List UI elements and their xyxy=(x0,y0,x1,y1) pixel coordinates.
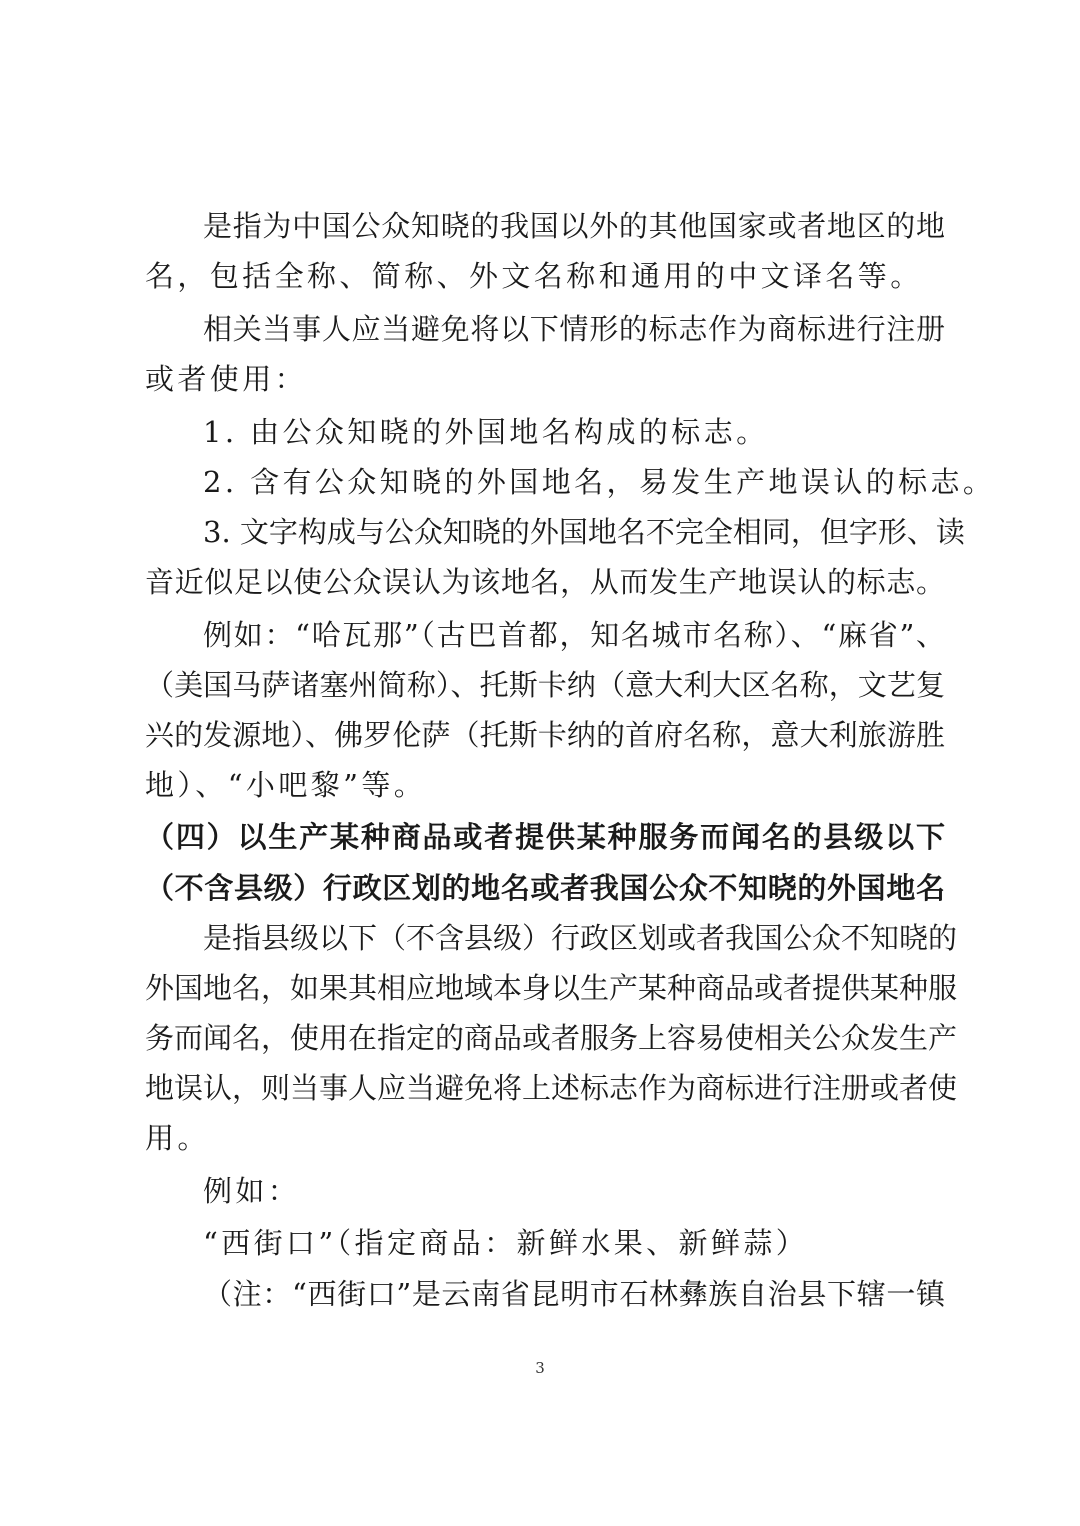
paragraph-line: 外国地名，如果其相应地域本身以生产某种商品或者提供某种服 xyxy=(145,971,958,1005)
paragraph-line: 兴的发源地）、佛罗伦萨（托斯卡纳的首府名称，意大利旅游胜 xyxy=(145,718,945,752)
paragraph-line: 是指为中国公众知晓的我国以外的其他国家或者地区的地 xyxy=(203,209,945,243)
section-heading: （四）以生产某种商品或者提供某种服务而闻名的县级以下 xyxy=(145,820,945,854)
example-line: “西街口”（指定商品：新鲜水果、新鲜蒜） xyxy=(203,1226,809,1260)
page-number: 3 xyxy=(535,1359,545,1377)
section-heading: （不含县级）行政区划的地名或者我国公众不知晓的外国地名 xyxy=(145,871,945,905)
paragraph-line: 例如： xyxy=(203,1174,301,1208)
paragraph-line: 用。 xyxy=(145,1121,210,1155)
note-line: （注：“西街口”是云南省昆明市石林彝族自治县下辖一镇 xyxy=(203,1277,945,1311)
paragraph-line: 地）、“小吧黎”等。 xyxy=(145,768,427,802)
paragraph-line: 相关当事人应当避免将以下情形的标志作为商标进行注册 xyxy=(203,312,945,346)
paragraph-line: 是指县级以下（不含县级）行政区划或者我国公众不知晓的 xyxy=(203,921,958,955)
paragraph-line: 或者使用： xyxy=(145,362,308,396)
paragraph-line: 音近似足以使公众误认为该地名，从而发生产地误认的标志。 xyxy=(145,565,945,599)
paragraph-line: 例如：“哈瓦那”（古巴首都，知名城市名称）、“麻省”、 xyxy=(203,618,945,652)
list-item: 3. 文字构成与公众知晓的外国地名不完全相同，但字形、读 xyxy=(203,515,965,549)
paragraph-line: 务而闻名，使用在指定的商品或者服务上容易使相关公众发生产 xyxy=(145,1021,958,1055)
list-item: 2. 含有公众知晓的外国地名，易发生产地误认的标志。 xyxy=(203,465,996,499)
paragraph-line: 名，包括全称、简称、外文名称和通用的中文译名等。 xyxy=(145,259,923,293)
list-item: 1. 由公众知晓的外国地名构成的标志。 xyxy=(203,415,769,449)
paragraph-line: （美国马萨诸塞州简称）、托斯卡纳（意大利大区名称，文艺复 xyxy=(145,668,945,702)
paragraph-line: 地误认，则当事人应当避免将上述标志作为商标进行注册或者使 xyxy=(145,1071,958,1105)
